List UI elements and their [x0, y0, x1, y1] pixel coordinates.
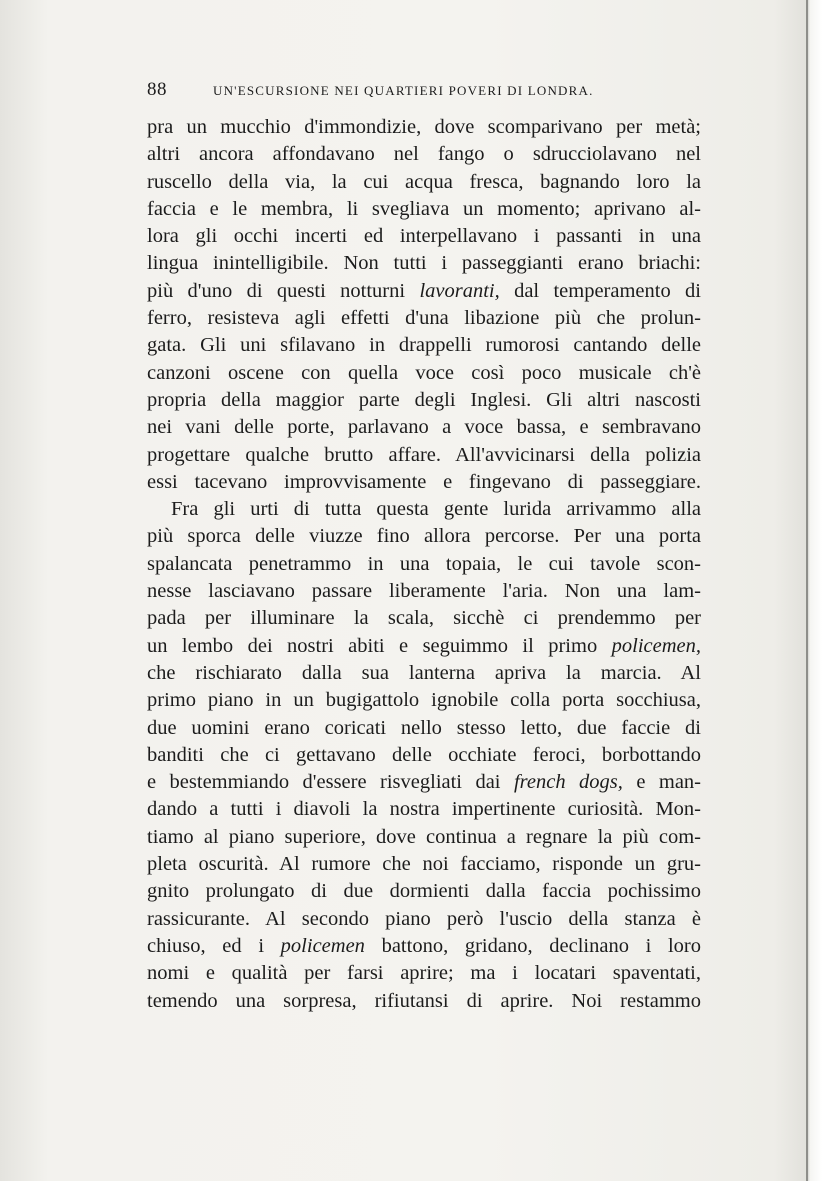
- text-line: canzoni oscene con quella voce così poco musicale ch'è: [147, 361, 701, 384]
- italic-term: policemen: [280, 934, 365, 957]
- line-segment: battono, gridano, declinano i loro: [364, 934, 701, 957]
- text-line: faccia e le membra, li svegliava un momento; aprivano al-: [147, 197, 701, 220]
- italic-term: policemen,: [611, 634, 701, 657]
- text-line: pada per illuminare la scala, sicchè ci prendemmo per: [147, 607, 701, 630]
- italic-term: lavoranti,: [419, 279, 500, 302]
- text-line: gata. Gli uni sfilavano in drappelli rumorosi cantando delle: [147, 334, 701, 357]
- text-line: pleta oscurità. Al rumore che noi facciamo, risponde un gru-: [147, 853, 701, 876]
- text-line: progettare qualche brutto affare. All'avvicinarsi della polizia: [147, 443, 701, 466]
- text-line: lingua inintelligibile. Non tutti i passeggianti erano briachi:: [147, 252, 701, 275]
- line-segment: e bestemmiando d'essere risvegliati dai: [147, 771, 514, 794]
- text-line: che rischiarato dalla sua lanterna apriva la marcia. Al: [147, 661, 701, 684]
- text-line: nei vani delle porte, parlavano a voce bassa, e sembravano: [147, 416, 701, 439]
- text-line: [147, 278, 701, 305]
- text-line: nomi e qualità per farsi aprire; ma i locatari spaventati,: [147, 962, 701, 985]
- text-line: nesse lasciavano passare liberamente l'aria. Non una lam-: [147, 580, 701, 603]
- page-edge-shadow: [806, 0, 822, 1181]
- text-line: essi tacevano improvvisamente e fingevano di passeggiare.: [147, 470, 701, 493]
- text-line: ferro, resisteva agli effetti d'una libazione più che prolun-: [147, 307, 701, 330]
- line-segment: chiuso, ed i: [147, 934, 281, 957]
- text-line-paragraph-start: Fra gli urti di tutta questa gente lurida arrivammo alla: [171, 498, 701, 521]
- text-line: spalancata penetrammo in una topaia, le cui tavole scon-: [147, 552, 701, 575]
- line-segment: e man-: [622, 771, 701, 794]
- text-line: due uomini erano coricati nello stesso letto, due faccie di: [147, 716, 701, 739]
- page-header: [147, 79, 702, 105]
- page-number: 88: [147, 79, 167, 100]
- text-line: pra un mucchio d'immondizie, dove scomparivano per metà;: [147, 116, 701, 138]
- line-segment: un lembo dei nostri abiti e seguimmo il primo: [147, 634, 612, 657]
- text-line: [147, 769, 701, 796]
- text-line: rassicurante. Al secondo piano però l'uscio della stanza è: [147, 907, 701, 930]
- body-text: [147, 114, 701, 1015]
- text-line: dando a tutti i diavoli la nostra impertinente curiosità. Mon-: [147, 798, 701, 821]
- running-head: UN'ESCURSIONE NEI QUARTIERI POVERI DI LONDRA.: [213, 83, 594, 98]
- text-line: gnito prolungato di due dormienti dalla faccia pochissimo: [147, 880, 701, 903]
- text-line: ruscello della via, la cui acqua fresca, bagnando loro la: [147, 170, 701, 193]
- line-segment: più d'uno di questi notturni: [147, 279, 420, 302]
- text-line: [147, 633, 701, 660]
- text-line: lora gli occhi incerti ed interpellavano i passanti in una: [147, 225, 701, 248]
- page-edge-line: [806, 0, 808, 1181]
- text-line: temendo una sorpresa, rifiutansi di aprire. Noi restammo: [147, 989, 701, 1012]
- text-line: propria della maggior parte degli Inglesi. Gli altri nascosti: [147, 388, 701, 411]
- text-line: altri ancora affondavano nel fango o sdrucciolavano nel: [147, 143, 701, 166]
- line-segment: dal temperamento di: [499, 279, 702, 302]
- text-line: banditi che ci gettavano delle occhiate feroci, borbottando: [147, 743, 701, 766]
- italic-term: french dogs,: [513, 771, 623, 794]
- text-line: [147, 933, 701, 960]
- text-line: più sporca delle viuzze fino allora percorse. Per una porta: [147, 525, 701, 548]
- text-line: tiamo al piano superiore, dove continua a regnare la più com-: [147, 825, 701, 848]
- text-line: primo piano in un bugigattolo ignobile colla porta socchiusa,: [147, 689, 701, 712]
